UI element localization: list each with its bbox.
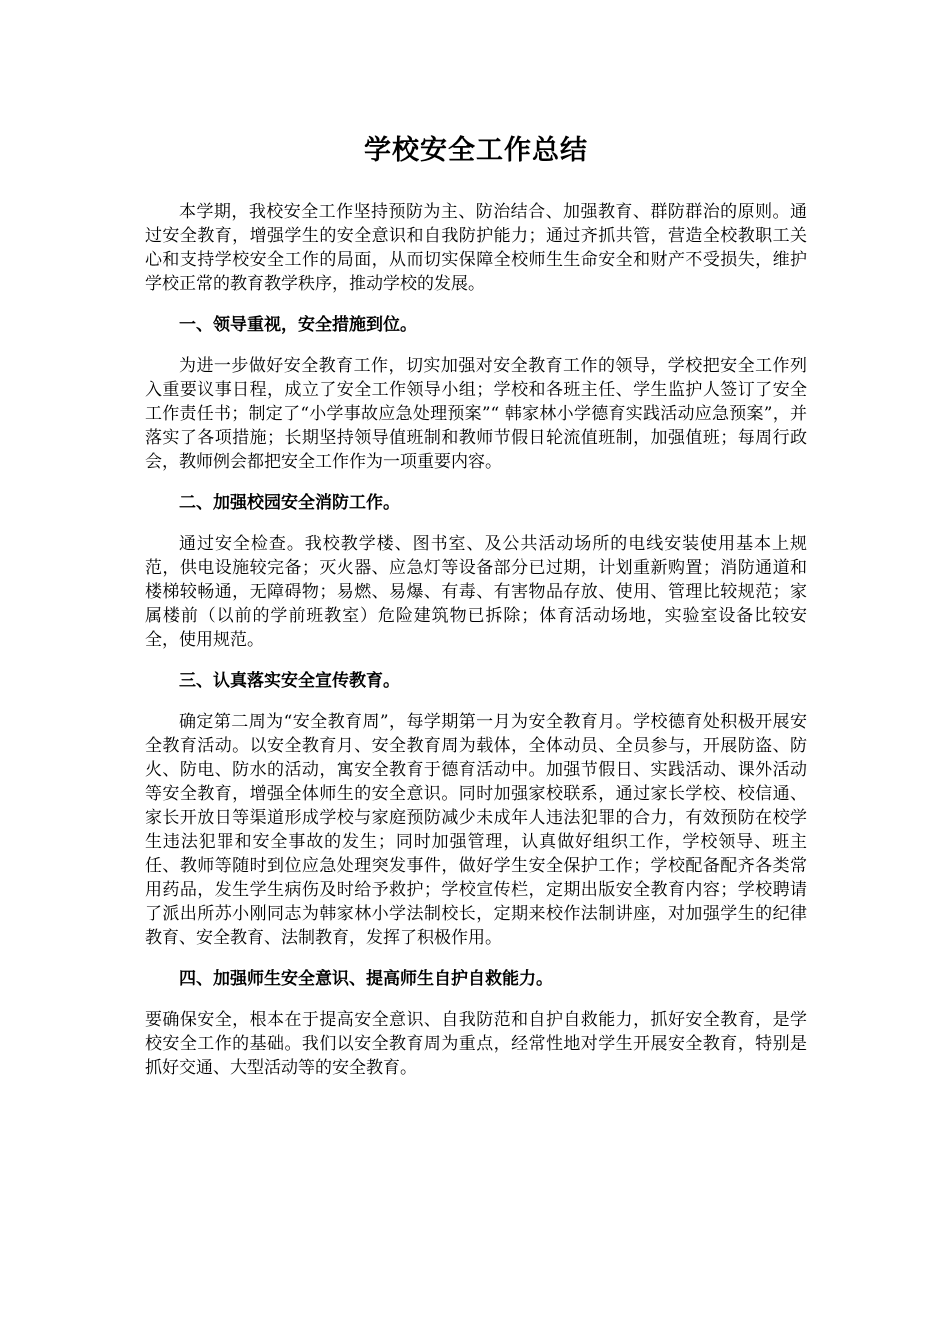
section-1-heading: 一、领导重视，安全措施到位。: [179, 315, 417, 335]
intro-paragraph: 本学期，我校安全工作坚持预防为主、防治结合、加强教育、群防群治的原则。通过安全教育，增强学生的安全意识和自我防护能力；通过齐抓共管，营造全校教职工关心和支持学校安全工作的局面，从而切实保障全校师生生命安全和财产不受损失，维护学校正常的教育教学秩序，推动学校的发展。: [145, 202, 807, 294]
document-title: 学校安全工作总结: [364, 135, 588, 166]
section-3-heading: 三、认真落实安全宣传教育。: [179, 671, 400, 691]
section-2-body: 通过安全检查。我校教学楼、图书室、及公共活动场所的电线安装使用基本上规范，供电设施较完备；灭火器、应急灯等设备部分已过期，计划重新购置；消防通道和楼梯较畅通，无障碍物；易燃、易爆、有毒、有害物品存放、使用、管理比较规范；家属楼前（以前的学前班教室）危险建筑物已拆除；体育活动场地，实验室设备比较安全，使用规范。: [145, 534, 807, 650]
section-4-body: 要确保安全，根本在于提高安全意识、自我防范和自护自救能力，抓好安全教育，是学校安全工作的基础。我们以安全教育周为重点，经常性地对学生开展安全教育，特别是抓好交通、大型活动等的安全教育。: [145, 1010, 807, 1078]
document-page: [145, 128, 807, 1080]
section-3-body: 确定第二周为“安全教育周”，每学期第一月为安全教育月。学校德育处积极开展安全教育活动。以安全教育月、安全教育周为载体，全体动员、全员参与，开展防盗、防火、防电、防水的活动，寓安全教育于德育活动中。加强节假日、实践活动、课外活动等安全教育，增强全体师生的安全意识。同时加强家校联系，通过家长学校、校信通、家长开放日等渠道形成学校与家庭预防减少未成年人违法犯罪的合力，有效预防在校学生违法犯罪和安全事故的发生；同时加强管理，认真做好组织工作，学校领导、班主任、教师等随时到位应急处理突发事件，做好学生安全保护工作；学校配备配齐各类常用药品，发生学生病伤及时给予救护；学校宣传栏，定期出版安全教育内容；学校聘请了派出所苏小刚同志为韩家林小学法制校长，定期来校作法制讲座，对加强学生的纪律教育、安全教育、法制教育，发挥了积极作用。: [145, 712, 807, 948]
section-1-body: 为进一步做好安全教育工作，切实加强对安全教育工作的领导，学校把安全工作列入重要议事日程，成立了安全工作领导小组；学校和各班主任、学生监护人签订了安全工作责任书；制定了“小学事故应急处理预案”“ 韩家林小学德育实践活动应急预案”，并落实了各项措施；长期坚持领导值班制和教师节假日轮流值班制，加强值班；每周行政会，教师例会都把安全工作作为一项重要内容。: [145, 356, 807, 472]
section-2-heading: 二、加强校园安全消防工作。: [179, 493, 400, 513]
section-4-heading: 四、加强师生安全意识、提高师生自护自救能力。: [179, 969, 553, 989]
